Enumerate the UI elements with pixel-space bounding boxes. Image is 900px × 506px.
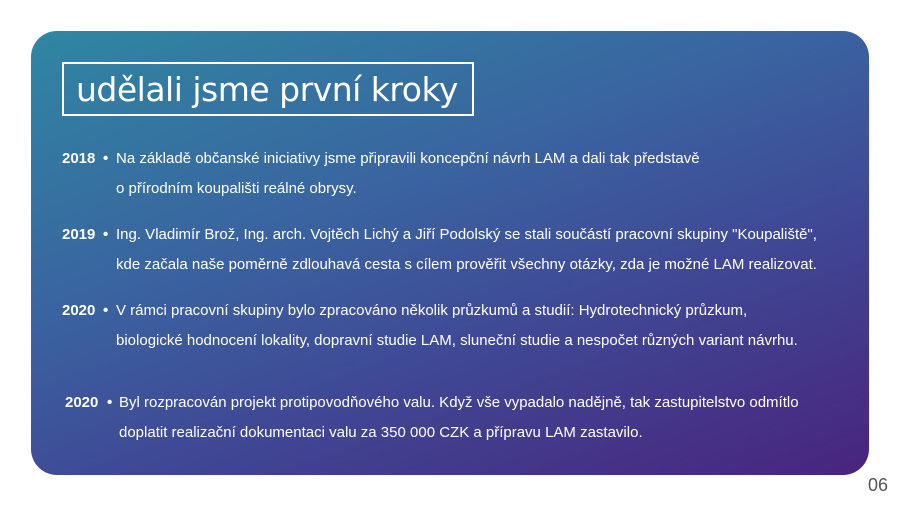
timeline-entry-2019 [62, 220, 842, 280]
bullet-icon: • [107, 394, 113, 411]
entry-text-line: doplatit realizační dokumentaci valu za 350 000 CZK a přípravu LAM zastavilo. [119, 424, 643, 441]
bullet-icon: • [103, 302, 109, 319]
entry-year: 2020 [65, 394, 99, 411]
entry-text-line: kde začala naše poměrně zdlouhavá cesta s cílem prověřit všechny otázky, zda je možné LAM realizovat. [116, 256, 817, 273]
page-number: 06 [867, 475, 888, 495]
timeline-entry-2018 [62, 144, 842, 204]
entry-year: 2019 [62, 226, 96, 243]
bullet-icon: • [103, 226, 109, 243]
bullet-icon: • [103, 150, 109, 167]
entry-text-line: V rámci pracovní skupiny bylo zpracováno několik průzkumů a studií: Hydrotechnický průzkum, [116, 302, 748, 319]
title-frame [62, 62, 474, 116]
entry-text-line: Byl rozpracován projekt protipovodňového valu. Když vše vypadalo nadějně, tak zastupitelstvo odmítlo [119, 394, 799, 411]
timeline-entry-2020-flood-dam [65, 388, 845, 448]
entry-text-line: biologické hodnocení lokality, dopravní studie LAM, sluneční studie a nespočet různých variant návrhu. [116, 332, 798, 349]
page-title: udělali jsme první kroky [76, 69, 458, 109]
entry-year: 2018 [62, 150, 96, 167]
entry-year: 2020 [62, 302, 96, 319]
entry-text-line: Ing. Vladimír Brož, Ing. arch. Vojtěch Lichý a Jiří Podolský se stali součástí pracovní skupiny "Koupaliště", [116, 226, 817, 243]
timeline-entry-2020-studies [62, 296, 842, 356]
entry-text-line: Na základě občanské iniciativy jsme připravili koncepční návrh LAM a dali tak představě [116, 150, 700, 167]
entry-text-line: o přírodním koupališti reálné obrysy. [116, 180, 357, 197]
